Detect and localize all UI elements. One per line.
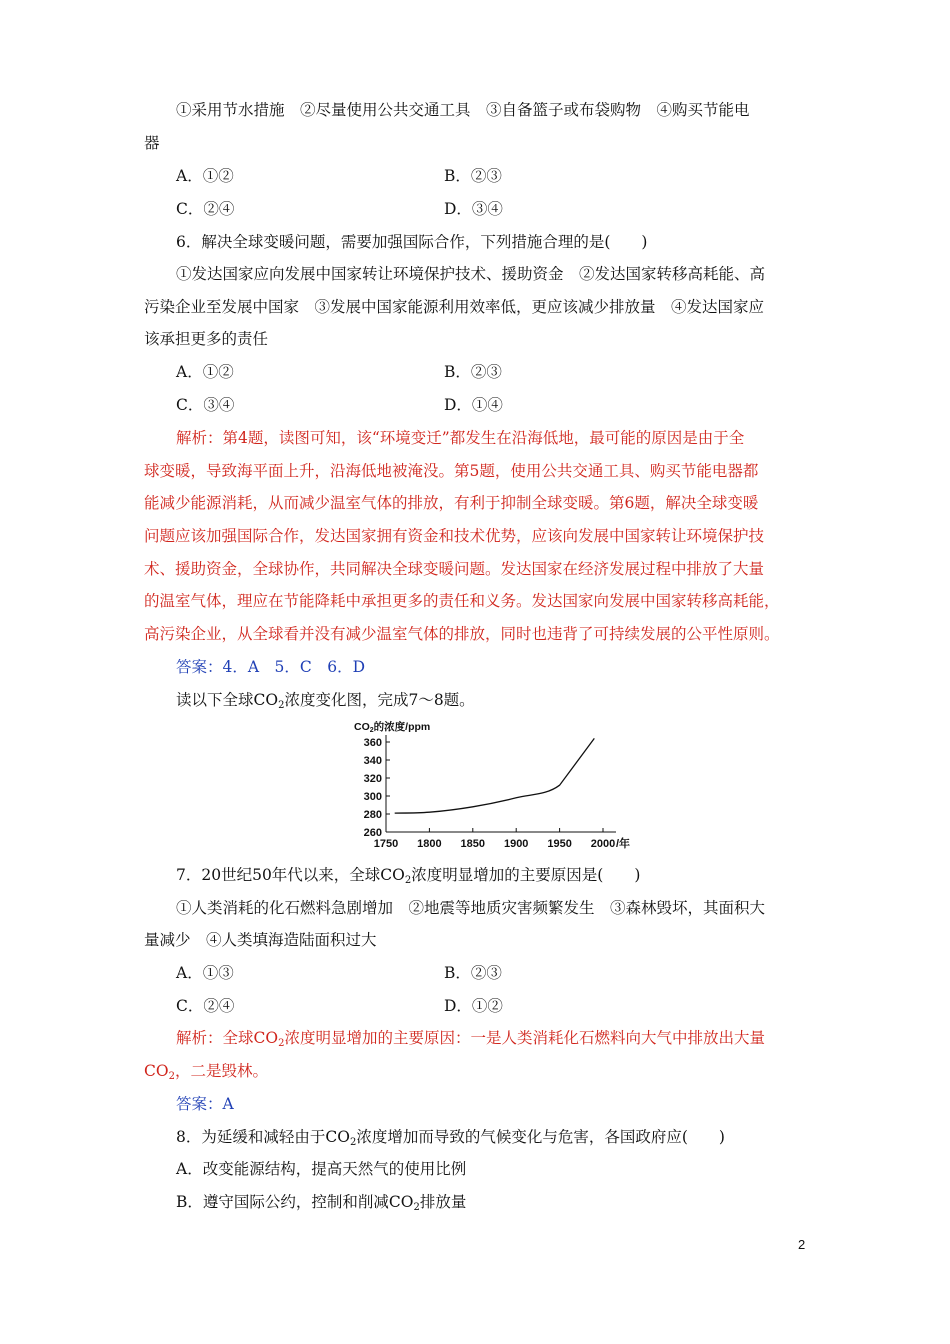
q5-option-b: B．②③ [444, 167, 502, 185]
chart-xtick-label: 1850 [460, 838, 486, 850]
analysis1-line7: 高污染企业，从全球看并没有减少温室气体的排放，同时也违背了可持续发展的公平性原则。 [144, 625, 780, 643]
q5-items-line1: ①采用节水措施 ②尽量使用公共交通工具 ③自备篮子或布袋购物 ④购买节能电 [176, 101, 750, 119]
chart-xtick-label: 1900 [503, 838, 529, 850]
answer1: 答案：4．A 5．C 6．D [176, 658, 366, 676]
analysis2-line2: $CO_2$，二是毁林。 [144, 1062, 268, 1082]
q6-option-a: A．①② [176, 363, 234, 381]
chart-ytick-label: 320 [363, 773, 382, 785]
q7-option-a: A．①③ [176, 964, 234, 982]
chart-xtick-label: 2000 [590, 838, 616, 850]
intro-q7-8: 读以下全球$CO_2$浓度变化图，完成7～8题。 [176, 691, 475, 711]
chart-xtick-label: 1750 [373, 838, 399, 850]
q7-items-line2: 量减少 ④人类填海造陆面积过大 [144, 931, 377, 949]
q6-items-line2: 污染企业至发展中国家 ③发展中国家能源利用效率低，更应该减少排放量 ④发达国家应 [144, 298, 765, 316]
q5-option-d: D．③④ [444, 200, 503, 218]
chart-ylabel: CO2的浓度/ppm [354, 721, 431, 734]
q8-option-b: B．遵守国际公约，控制和削减$CO_2$排放量 [176, 1193, 467, 1213]
q7-stem: 7．20世纪50年代以来，全球$CO_2$浓度明显增加的主要原因是( ) [176, 866, 641, 886]
q6-option-b: B．②③ [444, 363, 502, 381]
analysis1-line3: 能减少能源消耗，从而减少温室气体的排放，有利于抑制全球变暖。第6题，解决全球变暖 [144, 494, 759, 512]
answer2: 答案：A [176, 1095, 234, 1113]
analysis1-line2: 球变暖，导致海平面上升，沿海低地被淹没。第5题，使用公共交通工具、购买节能电器都 [144, 462, 759, 480]
chart-ytick-label: 280 [363, 809, 382, 821]
q5-option-c: C．②④ [176, 200, 235, 218]
q6-items-line3: 该承担更多的责任 [144, 330, 269, 348]
q7-items-line1: ①人类消耗的化石燃料急剧增加 ②地震等地质灾害频繁发生 ③森林毁坏，其面积大 [176, 899, 766, 917]
q7-option-d: D．①② [444, 997, 503, 1015]
analysis1-line5: 术、援助资金，全球协作，共同解决全球变暖问题。发达国家在经济发展过程中排放了大量 [144, 560, 765, 578]
chart-ytick-label: 300 [363, 791, 382, 803]
q6-items-line1: ①发达国家应向发展中国家转让环境保护技术、援助资金 ②发达国家转移高耗能、高 [176, 265, 766, 283]
q7-option-c: C．②④ [176, 997, 235, 1015]
analysis1-line1: 解析：第4题，读图可知，该“环境变迁”都发生在沿海低地，最可能的原因是由于全 [176, 429, 745, 447]
chart-ytick-label: 360 [363, 737, 382, 749]
chart-xlabel: /年 [616, 838, 631, 850]
q8-stem: 8．为延缓和减轻由于$CO_2$浓度增加而导致的气候变化与危害，各国政府应( ) [176, 1128, 725, 1148]
q6-option-c: C．③④ [176, 396, 235, 414]
chart-series-line [395, 738, 595, 813]
chart-ytick-label: 340 [363, 755, 382, 767]
q5-option-a: A．①② [176, 167, 234, 185]
analysis1-line4: 问题应该加强国际合作，发达国家拥有资金和技术优势，应该向发展中国家转让环境保护技 [144, 527, 765, 545]
chart-xtick-label: 1800 [417, 838, 442, 850]
q6-stem: 6．解决全球变暖问题，需要加强国际合作，下列措施合理的是( ) [176, 233, 648, 251]
q8-option-a: A．改变能源结构，提高天然气的使用比例 [176, 1160, 467, 1178]
q7-option-b: B．②③ [444, 964, 502, 982]
co2-concentration-chart [348, 716, 648, 852]
q5-items-line2: 器 [144, 134, 160, 152]
analysis2-line1: 解析：全球$CO_2$浓度明显增加的主要原因：一是人类消耗化石燃料向大气中排放出大量 [176, 1029, 765, 1049]
page-number: 2 [798, 1237, 806, 1252]
analysis1-line6: 的温室气体，理应在节能降耗中承担更多的责任和义务。发达国家向发展中国家转移高耗能， [144, 592, 780, 610]
chart-ytick-label: 260 [363, 827, 382, 839]
q6-option-d: D．①④ [444, 396, 503, 414]
chart-xtick-label: 1950 [547, 838, 572, 850]
